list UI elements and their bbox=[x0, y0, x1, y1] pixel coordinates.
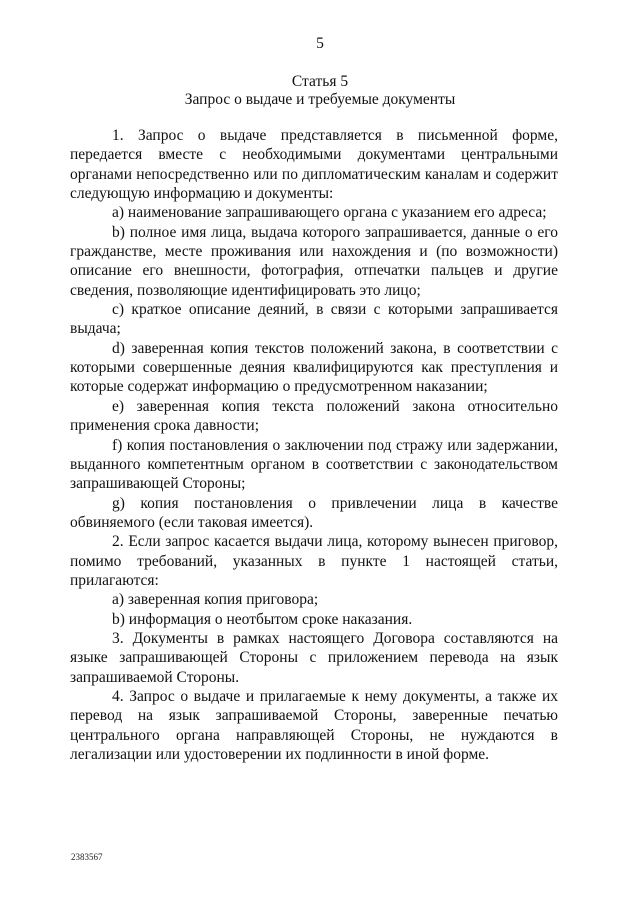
paragraph-1b: b) полное имя лица, выдача которого запрашивается, данные о его гражданстве, месте проживания или нахождения и (по возможности) описание его внешности, фотография, отпечатки пальцев и другие сведения, позволяющие идентифицировать это лицо; bbox=[70, 223, 558, 299]
paragraph-2: 2. Если запрос касается выдачи лица, которому вынесен приговор, помимо требований, указанных в пункте 1 настоящей статьи, прилагаются: bbox=[70, 533, 558, 589]
paragraph-3: 3. Документы в рамках настоящего Договора составляются на языке запрашивающей Стороны с приложением перевода на язык запрашиваемой Стороны. bbox=[70, 629, 558, 686]
article-number: Статья 5 bbox=[291, 73, 349, 90]
paragraph-2b: b) информация о неотбытом сроке наказания. bbox=[112, 610, 413, 628]
paragraph-1c: с) краткое описание деяний, в связи с которыми запрашивается выдача; bbox=[70, 301, 558, 338]
paragraph-1: 1. Запрос о выдаче представляется в письменной форме, передается вместе с необходимыми документами центральными органами непосредственно или по дипломатическим каналам и содержит следующую информацию и документы: bbox=[70, 127, 558, 203]
paragraph-4: 4. Запрос о выдаче и прилагаемые к нему документы, а также их перевод на язык запрашиваемой Стороны, заверенные печатью центрального органа направляющей Стороны, не нуждаются в легализации или удостоверении их подлинности в иной форме. bbox=[70, 687, 558, 763]
document-code: 2383567 bbox=[71, 852, 103, 862]
article-title: Запрос о выдаче и требуемые документы bbox=[184, 91, 456, 108]
paragraph-1e: е) заверенная копия текста положений закона относительно применения срока давности; bbox=[70, 397, 558, 435]
paragraph-1d: d) заверенная копия текстов положений закона, в соответствии с которыми совершенные деяния квалифицируются как преступления и которые содержат информацию о предусмотренном наказании; bbox=[70, 339, 558, 396]
paragraph-1a: а) наименование запрашивающего органа с указанием его адреса; bbox=[112, 204, 547, 222]
paragraph-1f: f) копия постановления о заключении под стражу или задержании, выданного компетентным органом в соответствии с законодательством запрашивающей Стороны; bbox=[70, 436, 558, 493]
paragraph-1g: g) копия постановления о привлечении лица в качестве обвиняемого (если таковая имеется). bbox=[70, 494, 558, 531]
article-body bbox=[70, 126, 558, 764]
paragraph-2a: а) заверенная копия приговора; bbox=[112, 591, 319, 609]
page-number: 5 bbox=[316, 35, 324, 52]
